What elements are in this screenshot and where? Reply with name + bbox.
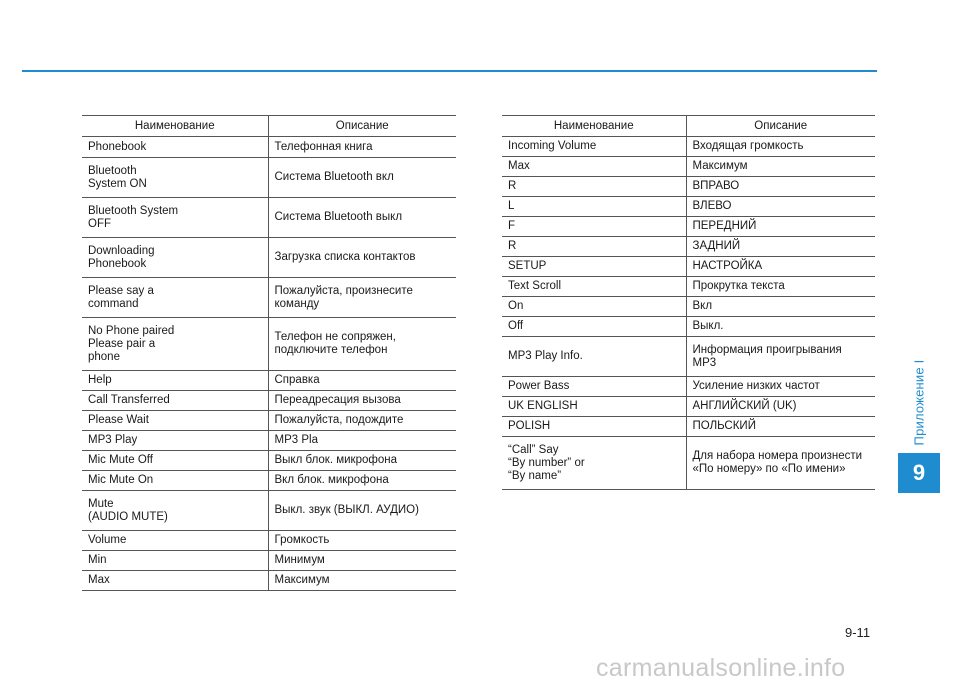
spacer-cell [192, 411, 268, 431]
term-name-cell: Mute (AUDIO MUTE) [82, 491, 192, 531]
term-description-cell: Для набора номера произнести «По номеру» по «По имени» [686, 437, 875, 490]
table-row [502, 377, 875, 397]
table-row [82, 318, 456, 371]
term-name-cell: Mic Mute Off [82, 451, 192, 471]
term-name-cell: Downloading Phonebook [82, 238, 192, 278]
table-row [502, 337, 875, 377]
table-row [82, 278, 456, 318]
table-row [502, 157, 875, 177]
table-row [82, 531, 456, 551]
spacer-cell [192, 318, 268, 371]
spacer-cell [610, 277, 686, 297]
column-header-name: Наименование [502, 116, 686, 137]
term-description-cell: Выкл. звук (ВЫКЛ. АУДИО) [268, 491, 456, 531]
term-description-cell: Прокрутка текста [686, 277, 875, 297]
term-description-cell: ПОЛЬСКИЙ [686, 417, 875, 437]
spacer-cell [192, 551, 268, 571]
table-row [502, 277, 875, 297]
spacer-cell [192, 471, 268, 491]
term-name-cell: Help [82, 371, 192, 391]
table-row [82, 198, 456, 238]
spacer-cell [192, 238, 268, 278]
section-side-label [897, 360, 941, 445]
table-row [82, 371, 456, 391]
column-header-name: Наименование [82, 116, 268, 137]
spacer-cell [610, 437, 686, 490]
term-name-cell: Max [82, 571, 192, 591]
table-row [502, 237, 875, 257]
spacer-cell [192, 531, 268, 551]
term-name-cell: Min [82, 551, 192, 571]
term-name-cell: Mic Mute On [82, 471, 192, 491]
table-row [82, 471, 456, 491]
term-name-cell: Bluetooth System OFF [82, 198, 192, 238]
table-row [502, 137, 875, 157]
term-description-cell: Пожалуйста, подождите [268, 411, 456, 431]
term-description-cell: MP3 Pla [268, 431, 456, 451]
table-row [82, 431, 456, 451]
spacer-cell [610, 397, 686, 417]
spacer-cell [610, 337, 686, 377]
term-description-cell: ВПРАВО [686, 177, 875, 197]
table-row [502, 177, 875, 197]
chapter-tab: 9 [898, 453, 940, 493]
table-row [82, 238, 456, 278]
spacer-cell [610, 157, 686, 177]
term-name-cell: SETUP [502, 257, 610, 277]
term-name-cell: Bluetooth System ON [82, 158, 192, 198]
spacer-cell [610, 417, 686, 437]
section-side-label-text: Приложение I [911, 359, 927, 446]
table-row [82, 451, 456, 471]
spacer-cell [610, 257, 686, 277]
term-name-cell: Text Scroll [502, 277, 610, 297]
term-description-cell: Информация проигрывания MP3 [686, 337, 875, 377]
term-name-cell: UK ENGLISH [502, 397, 610, 417]
table-row [82, 551, 456, 571]
term-description-cell: НАСТРОЙКА [686, 257, 875, 277]
watermark: carmanualsonline.info [596, 654, 846, 682]
term-description-cell: Громкость [268, 531, 456, 551]
column-header-description: Описание [686, 116, 875, 137]
term-description-cell: Минимум [268, 551, 456, 571]
term-name-cell: Please Wait [82, 411, 192, 431]
term-description-cell: Справка [268, 371, 456, 391]
spacer-cell [192, 571, 268, 591]
table-row [502, 397, 875, 417]
spacer-cell [192, 158, 268, 198]
table-row [502, 257, 875, 277]
term-description-cell: Вкл [686, 297, 875, 317]
term-name-cell: Power Bass [502, 377, 610, 397]
spacer-cell [610, 237, 686, 257]
term-description-cell: ВЛЕВО [686, 197, 875, 217]
term-name-cell: Please say a command [82, 278, 192, 318]
spacer-cell [610, 297, 686, 317]
left-terms-table [82, 115, 456, 591]
table-row [502, 437, 875, 490]
table-row [502, 217, 875, 237]
term-description-cell: Максимум [686, 157, 875, 177]
spacer-cell [192, 491, 268, 531]
term-description-cell: Система Bluetooth вкл [268, 158, 456, 198]
page-number: 9-11 [845, 625, 871, 640]
term-description-cell: Выкл. [686, 317, 875, 337]
term-description-cell: Выкл блок. микрофона [268, 451, 456, 471]
term-name-cell: On [502, 297, 610, 317]
term-description-cell: Телефон не сопряжен, подключите телефон [268, 318, 456, 371]
table-row [82, 137, 456, 158]
term-description-cell: Максимум [268, 571, 456, 591]
term-name-cell: MP3 Play Info. [502, 337, 610, 377]
term-description-cell: Система Bluetooth выкл [268, 198, 456, 238]
spacer-cell [610, 197, 686, 217]
term-description-cell: Переадресация вызова [268, 391, 456, 411]
term-name-cell: “Call” Say “By number” or “By name” [502, 437, 610, 490]
spacer-cell [192, 278, 268, 318]
term-name-cell: No Phone paired Please pair a phone [82, 318, 192, 371]
spacer-cell [192, 137, 268, 158]
term-name-cell: R [502, 177, 610, 197]
term-name-cell: Phonebook [82, 137, 192, 158]
spacer-cell [610, 177, 686, 197]
term-name-cell: Max [502, 157, 610, 177]
term-description-cell: Пожалуйста, произнесите команду [268, 278, 456, 318]
spacer-cell [192, 431, 268, 451]
term-name-cell: L [502, 197, 610, 217]
table-row [82, 391, 456, 411]
term-name-cell: Call Transferred [82, 391, 192, 411]
term-description-cell: Вкл блок. микрофона [268, 471, 456, 491]
spacer-cell [192, 391, 268, 411]
table-row [502, 317, 875, 337]
table-header-row [82, 116, 456, 137]
term-description-cell: Телефонная книга [268, 137, 456, 158]
spacer-cell [192, 198, 268, 238]
term-description-cell: Входящая громкость [686, 137, 875, 157]
column-header-description: Описание [268, 116, 456, 137]
top-rule [22, 70, 877, 72]
table-row [82, 411, 456, 431]
term-name-cell: R [502, 237, 610, 257]
term-name-cell: Incoming Volume [502, 137, 610, 157]
spacer-cell [610, 317, 686, 337]
right-terms-table [502, 115, 875, 490]
spacer-cell [610, 377, 686, 397]
term-description-cell: Загрузка списка контактов [268, 238, 456, 278]
spacer-cell [192, 451, 268, 471]
term-name-cell: Off [502, 317, 610, 337]
table-row [82, 571, 456, 591]
table-row [502, 197, 875, 217]
table-row [82, 158, 456, 198]
table-row [82, 491, 456, 531]
term-name-cell: POLISH [502, 417, 610, 437]
table-row [502, 417, 875, 437]
term-name-cell: Volume [82, 531, 192, 551]
spacer-cell [610, 137, 686, 157]
term-description-cell: ПЕРЕДНИЙ [686, 217, 875, 237]
term-name-cell: F [502, 217, 610, 237]
term-name-cell: MP3 Play [82, 431, 192, 451]
term-description-cell: Усиление низких частот [686, 377, 875, 397]
spacer-cell [192, 371, 268, 391]
term-description-cell: ЗАДНИЙ [686, 237, 875, 257]
table-header-row [502, 116, 875, 137]
table-row [502, 297, 875, 317]
term-description-cell: АНГЛИЙСКИЙ (UK) [686, 397, 875, 417]
spacer-cell [610, 217, 686, 237]
